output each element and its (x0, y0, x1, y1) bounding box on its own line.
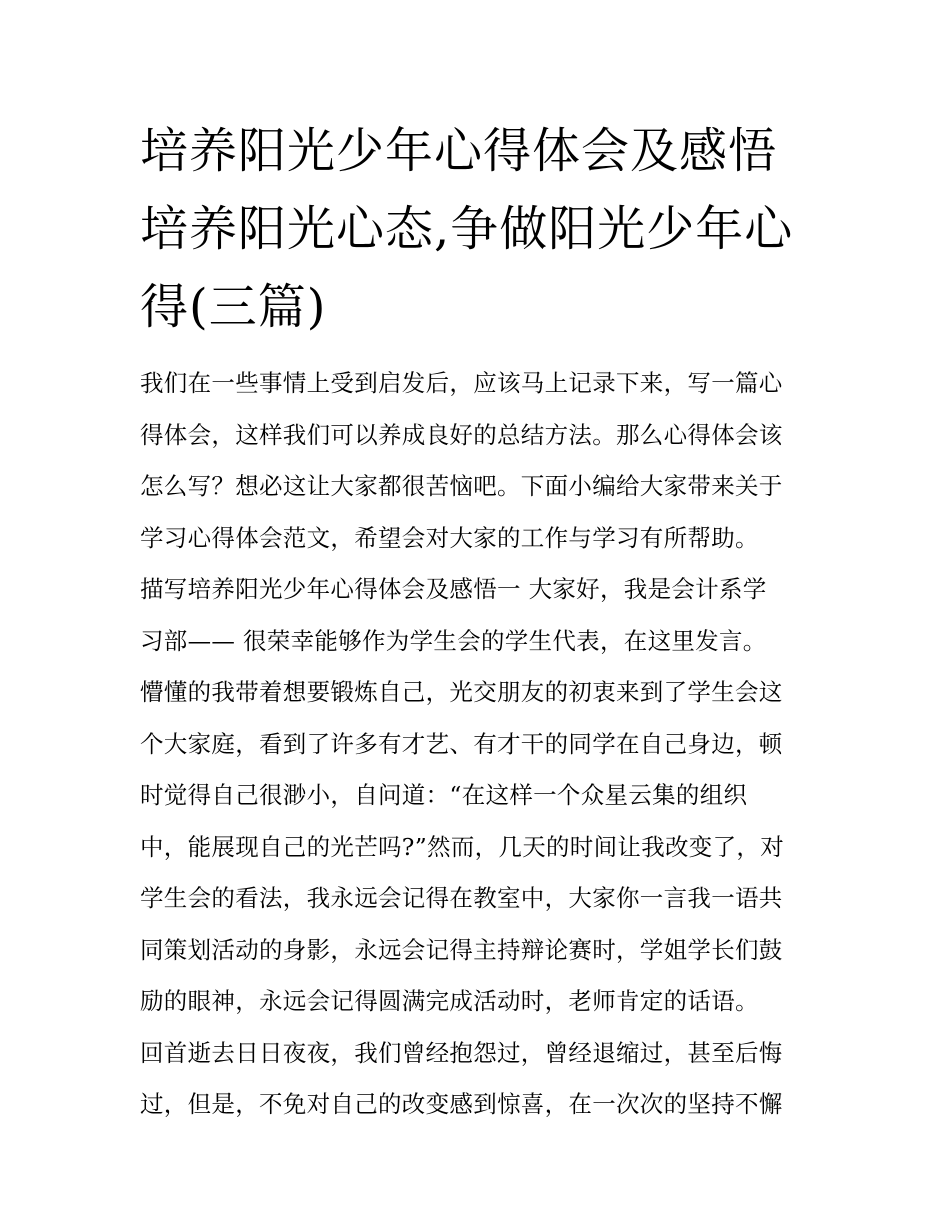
document-body (140, 358, 830, 1131)
title-line: 得(三篇) (140, 279, 327, 335)
body-line: 个大家庭，看到了许多有才艺、有才干的同学在自己身边，顿 (140, 729, 783, 758)
title-line: 培养阳光少年心得体会及感悟 (140, 123, 778, 179)
body-line: 学生会的看法，我永远会记得在教室中，大家你一言我一语共 (140, 884, 783, 912)
body-line: 励的眼神，永远会记得圆满完成活动时，老师肯定的话语。 (140, 987, 759, 1015)
body-line: 时觉得自己很渺小，自问道：“在这样一个众星云集的组织 (140, 781, 748, 809)
body-line: 懵懂的我带着想要锻炼自己，光交朋友的初衷来到了学生会这 (140, 678, 783, 706)
title-line: 培养阳光心态,争做阳光少年心 (140, 201, 794, 257)
body-line: 得体会，这样我们可以养成良好的总结方法。那么心得体会该 (140, 420, 783, 449)
body-line: 过，但是，不免对自己的改变感到惊喜，在一次次的坚持不懈 (140, 1090, 783, 1118)
body-line: 习部—— 很荣幸能够作为学生会的学生代表，在这里发言。 (140, 626, 767, 655)
body-line: 回首逝去日日夜夜，我们曾经抱怨过，曾经退缩过，甚至后悔 (140, 1038, 783, 1067)
body-line: 同策划活动的身影，永远会记得主持辩论赛时，学姐学长们鼓 (140, 935, 783, 964)
body-line: 怎么写？想必这让大家都很苦恼吧。下面小编给大家带来关于 (140, 472, 783, 500)
body-line: 学习心得体会范文，希望会对大家的工作与学习有所帮助。 (140, 523, 759, 552)
body-line: 我们在一些事情上受到启发后，应该马上记录下来，写一篇心 (140, 369, 783, 397)
body-line: 中，能展现自己的光芒吗?”然而，几天的时间让我改变了，对 (140, 832, 785, 861)
body-line: 描写培养阳光少年心得体会及感悟一 大家好，我是会计系学 (140, 575, 767, 603)
document-title (140, 112, 820, 346)
